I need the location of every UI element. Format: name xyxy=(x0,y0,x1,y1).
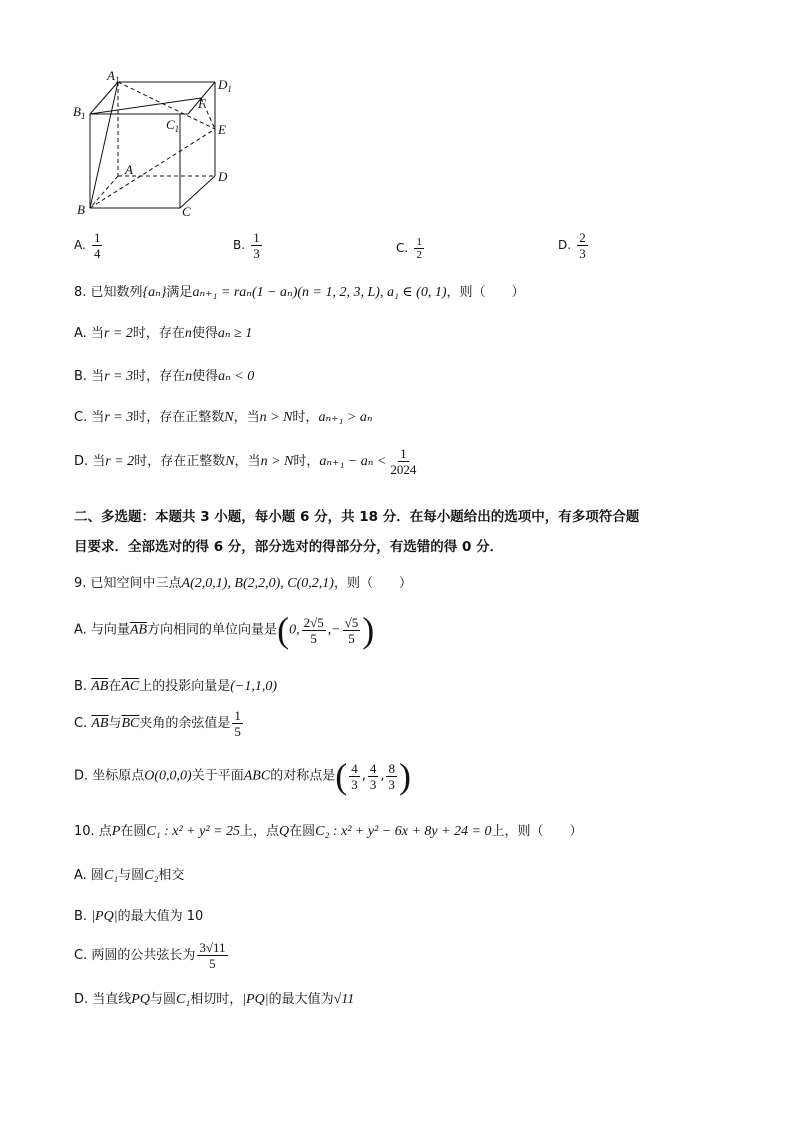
q9-option-d[interactable]: D. 坐标原点O(0,0,0)关于平面ABC的对称点是( $\frac{4}{3}$ , $\frac{4}{3}$ , $\frac{8}{3}$ ) xyxy=(74,756,411,796)
q10-option-a[interactable]: A. 圆C₁与圆C₂相交 xyxy=(74,868,185,883)
q8-option-d[interactable]: D. 当r = 2时，存在正整数N，当n > N时，aₙ₊₁ − aₙ < $\frac{1}{2024}$ xyxy=(74,446,417,477)
label-A1: $A_1$ xyxy=(107,70,120,85)
q8-stem: 8. 已知数列{aₙ}满足aₙ₊₁ = raₙ(1 − aₙ)(n = 1, 2, 3, L), a₁ ∈ (0, 1)，则（ ） xyxy=(74,285,525,300)
fraction: $\frac{1}{4}$ xyxy=(93,230,101,261)
q10-option-c[interactable]: C. 两圆的公共弦长为 $\frac{3√11}{5}$ xyxy=(74,940,226,971)
fraction: $\frac{2√5}{5}$ xyxy=(303,614,324,646)
fraction: $\frac{1}{2}$ xyxy=(416,236,422,261)
section-2-header-line2: 目要求．全部选对的得 6 分，部分选对的得部分分，有选错的得 0 分． xyxy=(74,539,504,555)
q7-option-b[interactable]: B. $\frac{1}{3}$ xyxy=(233,230,260,261)
label-E: E xyxy=(218,122,226,137)
fraction: $\frac{2}{3}$ xyxy=(579,230,586,261)
fraction: $\frac{1}{2024}$ xyxy=(390,446,417,477)
label-D1: $D_1$ xyxy=(218,77,232,94)
cube-figure xyxy=(70,70,240,225)
q8-option-c[interactable]: C. 当r = 3时，存在正整数N，当n > N时，aₙ₊₁ > aₙ xyxy=(74,410,373,425)
q10-option-b[interactable]: B. |PQ|的最大值为 10 xyxy=(74,909,204,924)
fraction: $\frac{1}{3}$ xyxy=(253,230,260,261)
q8-option-b[interactable]: B. 当r = 3时，存在n使得aₙ < 0 xyxy=(74,369,255,384)
label-D: D xyxy=(218,169,228,184)
q7-option-c[interactable]: C. $\frac{1}{2}$ xyxy=(396,236,422,261)
q7-option-a[interactable]: A. $\frac{1}{4}$ xyxy=(74,230,101,261)
fraction: $\frac{8}{3}$ xyxy=(388,760,395,792)
q9-option-c[interactable]: C. $\overline{AB}$与$\overline{BC}$夹角的余弦值是 $\frac{1}{5}$ xyxy=(74,708,241,739)
q9-option-a[interactable]: A. 与向量$\overline{AB}$方向相同的单位向量是(0, $\frac{2√5}{5}$ ,− $\frac{√5}{5}$ ) xyxy=(74,610,375,650)
section-2-header-line1: 二、多选题：本题共 3 小题，每小题 6 分，共 18 分．在每小题给出的选项中，有多项符合题 xyxy=(74,509,640,525)
fraction: $\frac{√5}{5}$ xyxy=(344,614,359,646)
label-B: B xyxy=(77,202,85,217)
q10-option-d[interactable]: D. 当直线PQ与圆C₁相切时，|PQ|的最大值为√11 xyxy=(74,992,355,1007)
q9-stem: 9. 已知空间中三点A(2,0,1), B(2,2,0), C(0,2,1)，则（ ） xyxy=(74,576,412,591)
label-B1: $B_1$ xyxy=(73,104,86,121)
fraction: $\frac{1}{5}$ xyxy=(234,708,241,739)
q10-stem: 10. 点P在圆C₁ : x² + y² = 25上，点Q在圆C₂ : x² + y² − 6x + 8y + 24 = 0上，则（ ） xyxy=(74,824,583,839)
q8-option-a[interactable]: A. 当r = 2时，存在n使得aₙ ≥ 1 xyxy=(74,326,253,341)
fraction: $\frac{3√11}{5}$ xyxy=(199,940,226,971)
fraction: $\frac{4}{3}$ xyxy=(351,760,358,792)
label-C: C xyxy=(182,204,191,219)
q7-option-d[interactable]: D. $\frac{2}{3}$ xyxy=(558,230,586,261)
label-F: F xyxy=(198,96,206,111)
fraction: $\frac{4}{3}$ xyxy=(369,760,377,792)
label-A: A xyxy=(125,162,133,177)
q9-option-b[interactable]: B. $\overline{AB}$在$\overline{AC}$上的投影向量是(−1,1,0) xyxy=(74,679,278,694)
label-C1: $C_1$ xyxy=(166,117,180,134)
